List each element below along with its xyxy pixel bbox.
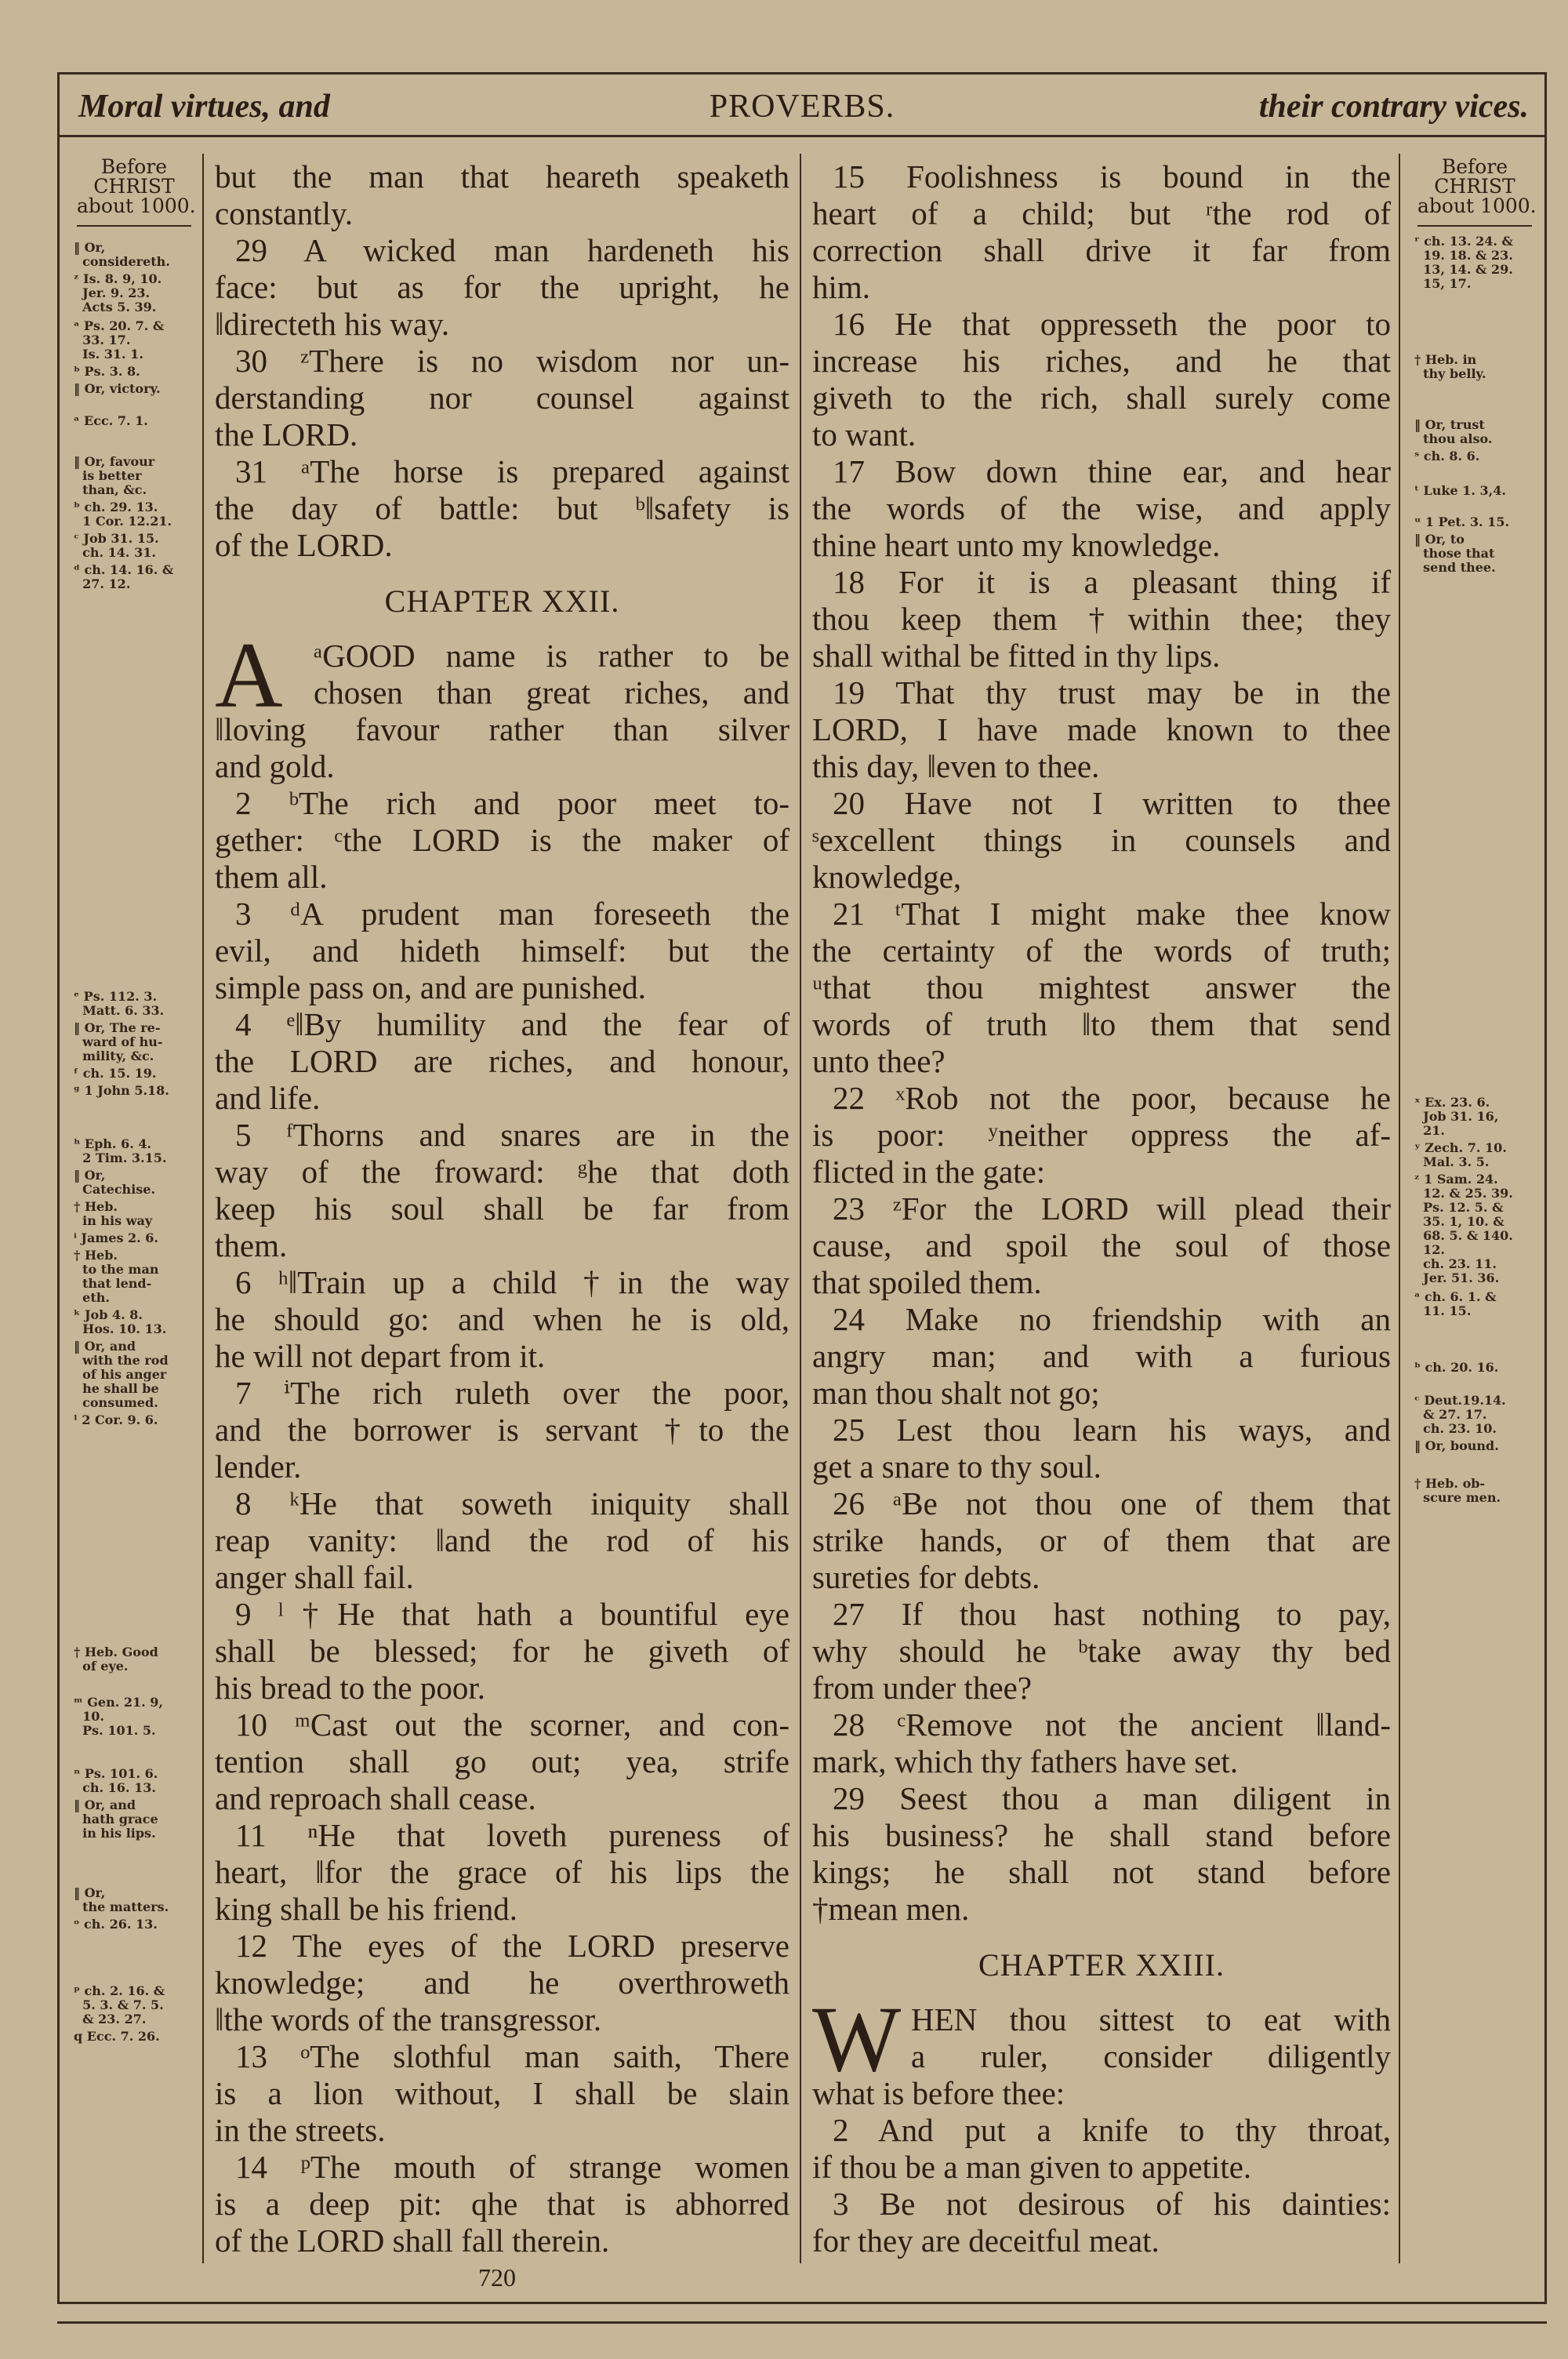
- margin-note: ᵉ Ps. 112. 3. Matt. 6. 33.: [74, 989, 165, 1018]
- text-line: the words of the wise, and apply: [812, 490, 1391, 526]
- text-line: 25 Lest thou learn his ways, and: [833, 1412, 1391, 1448]
- text-line: constantly.: [215, 195, 354, 231]
- margin-note: ‖ Or, and hath grace in his lips.: [74, 1797, 158, 1841]
- text-line: 29 Seest thou a man diligent in: [833, 1780, 1391, 1816]
- margin-note: ᶠ ch. 15. 19.: [74, 1066, 157, 1081]
- text-line: 9 ˡ†He that hath a bountiful eye: [235, 1596, 789, 1632]
- text-line: way of the froward: ᵍhe that doth: [215, 1154, 789, 1190]
- margin-note: ᵒ ch. 26. 13.: [74, 1917, 158, 1932]
- margin-note: ˣ Ex. 23. 6. Job 31. 16, 21.: [1414, 1095, 1499, 1138]
- margin-note: ᶻ Is. 8. 9, 10. Jer. 9. 23. Acts 5. 39.: [74, 271, 162, 314]
- margin-note: ᵏ Job 4. 8. Hos. 10. 13.: [74, 1307, 167, 1336]
- margin-note: ʳ ch. 13. 24. & 19. 18. & 23. 13, 14. & 29. 15, 17.: [1414, 234, 1513, 291]
- text-line: keep his soul shall be far from: [215, 1190, 789, 1227]
- margin-note: † Heb. to the man that lend- eth.: [74, 1248, 159, 1305]
- text-line: face: but as for the upright, he: [215, 269, 789, 305]
- date-header: Before CHRIST about 1000.: [77, 157, 191, 227]
- column-rule: [800, 154, 801, 2263]
- text-line: what is before thee:: [812, 2075, 1065, 2111]
- text-line: him.: [812, 269, 871, 305]
- text-line: 3 ᵈA prudent man foreseeth the: [235, 896, 789, 932]
- margin-note: ᵇ Ps. 3. 8.: [74, 364, 140, 379]
- text-line: 14 ᵖThe mouth of strange women: [235, 2149, 789, 2185]
- header-left-caption: Moral virtues, and: [78, 89, 330, 125]
- text-line: 28 ᶜRemove not the ancient ‖land-: [833, 1707, 1391, 1743]
- text-line: lender.: [215, 1448, 302, 1485]
- text-line: thine heart unto my knowledge.: [812, 527, 1221, 563]
- margin-note: † Heb. ob- scure men.: [1414, 1476, 1501, 1505]
- text-line: ᵘthat thou mightest answer the: [812, 969, 1391, 1005]
- text-line: ‖loving favour rather than silver: [215, 711, 789, 747]
- text-line: them all.: [215, 859, 328, 895]
- text-line: 30 ᶻThere is no wisdom nor un-: [235, 343, 789, 379]
- text-line: this day, ‖even to thee.: [812, 748, 1100, 784]
- text-line: 18 For it is a pleasant thing if: [833, 564, 1391, 600]
- text-line: cause, and spoil the soul of those: [812, 1227, 1391, 1263]
- margin-note: ᶜ Deut.19.14. & 27. 17. ch. 23. 10.: [1414, 1393, 1506, 1436]
- text-line: chosen than great riches, and: [314, 674, 789, 711]
- text-line: HEN thou sittest to eat with: [911, 2001, 1391, 2037]
- left-text-column: [215, 158, 789, 2276]
- margin-note: ˢ ch. 8. 6.: [1414, 449, 1480, 463]
- text-line: words of truth ‖to them that send: [812, 1006, 1391, 1042]
- margin-note: ᵃ Ps. 20. 7. & 33. 17. Is. 31. 1.: [74, 318, 165, 362]
- text-line: and gold.: [215, 748, 335, 784]
- drop-cap: W: [812, 1986, 902, 2091]
- text-line: sureties for debts.: [812, 1559, 1040, 1595]
- text-line: simple pass on, and are punished.: [215, 969, 646, 1005]
- margin-note: ᵈ ch. 14. 16. & 27. 12.: [74, 562, 174, 591]
- margin-note: ᵗ Luke 1. 3,4.: [1414, 483, 1506, 498]
- text-line: and reproach shall cease.: [215, 1780, 536, 1816]
- margin-note: ‖ Or, to those that send thee.: [1414, 532, 1496, 575]
- text-line: 31 ᵃThe horse is prepared against: [235, 453, 789, 489]
- text-line: 11 ⁿHe that loveth pureness of: [235, 1817, 789, 1853]
- margin-note: ‖ Or, favour is better than, &c.: [74, 454, 155, 497]
- right-margin-notes: [1408, 157, 1541, 2274]
- text-line: correction shall drive it far from: [812, 232, 1391, 268]
- margin-note: ᵃ Ecc. 7. 1.: [74, 413, 148, 428]
- margin-note: q Ecc. 7. 26.: [74, 2029, 160, 2044]
- text-line: kings; he shall not stand before: [812, 1854, 1391, 1890]
- text-line: 5 ᶠThorns and snares are in the: [235, 1117, 789, 1153]
- text-line: flicted in the gate:: [812, 1154, 1046, 1190]
- text-line: 24 Make no friendship with an: [833, 1301, 1391, 1337]
- text-line: 12 The eyes of the LORD preserve: [235, 1928, 789, 1964]
- text-line: a ruler, consider diligently: [911, 2038, 1391, 2074]
- text-line: and life.: [215, 1080, 321, 1116]
- margin-note: ⁱ James 2. 6.: [74, 1230, 158, 1245]
- text-line: angry man; and with a furious: [812, 1338, 1391, 1374]
- text-line: to want.: [812, 416, 916, 453]
- margin-note: ‖ Or, trust thou also.: [1414, 417, 1493, 446]
- text-line: LORD, I have made known to thee: [812, 711, 1391, 747]
- text-line: them.: [215, 1227, 288, 1263]
- margin-note: ‖ Or, Catechise.: [74, 1168, 156, 1197]
- text-line: 13 ᵒThe slothful man saith, There: [235, 2038, 789, 2074]
- text-line: in the streets.: [215, 2112, 386, 2148]
- text-line: his bread to the poor.: [215, 1670, 486, 1706]
- text-line: 19 That thy trust may be in the: [833, 674, 1391, 711]
- text-line: 8 ᵏHe that soweth iniquity shall: [235, 1485, 789, 1521]
- text-line: tention shall go out; yea, strife: [215, 1743, 789, 1779]
- text-line: is poor: ʸneither oppress the af-: [812, 1117, 1391, 1153]
- text-line: is a lion without, I shall be slain: [215, 2075, 789, 2111]
- text-line: knowledge,: [812, 859, 962, 895]
- text-line: 20 Have not I written to thee: [833, 785, 1391, 821]
- margin-note: † Heb. in thy belly.: [1414, 352, 1486, 381]
- text-line: 16 He that oppresseth the poor to: [833, 306, 1391, 342]
- text-line: from under thee?: [812, 1670, 1033, 1706]
- column-rule: [202, 154, 204, 2263]
- text-line: 21 ᵗThat I might make thee know: [833, 896, 1391, 932]
- text-line: but the man that heareth speaketh: [215, 158, 789, 194]
- text-line: heart of a child; but ʳthe rod of: [812, 195, 1391, 231]
- margin-note: ᵐ Gen. 21. 9, 10. Ps. 101. 5.: [74, 1695, 163, 1738]
- text-line: 22 ˣRob not the poor, because he: [833, 1080, 1391, 1116]
- text-line: he should go: and when he is old,: [215, 1301, 789, 1337]
- book-title: PROVERBS.: [709, 89, 895, 125]
- text-line: 10 ᵐCast out the scorner, and con-: [235, 1707, 789, 1743]
- text-line: is a deep pit: qhe that is abhorred: [215, 2186, 789, 2222]
- date-header: Before CHRIST about 1000.: [1417, 157, 1532, 227]
- margin-note: ‖ Or, bound.: [1414, 1438, 1499, 1453]
- text-line: 15 Foolishness is bound in the: [833, 158, 1391, 194]
- margin-note: ᵃ ch. 6. 1. & 11. 15.: [1414, 1289, 1497, 1318]
- column-rule: [1399, 154, 1400, 2263]
- text-line: 6 ʰ‖Train up a child †in the way: [235, 1264, 789, 1300]
- text-line: shall be blessed; for he giveth of: [215, 1633, 789, 1669]
- text-line: 26 ᵃBe not thou one of them that: [833, 1485, 1391, 1521]
- drop-cap: A: [215, 623, 283, 727]
- text-line: unto thee?: [812, 1043, 946, 1079]
- text-line: the LORD.: [215, 416, 358, 453]
- text-line: 2 And put a knife to thy throat,: [833, 2112, 1391, 2148]
- margin-note: ˡ 2 Cor. 9. 6.: [74, 1412, 158, 1427]
- margin-note: ‖ Or, victory.: [74, 381, 161, 396]
- text-line: 27 If thou hast nothing to pay,: [833, 1596, 1391, 1632]
- text-line: man thou shalt not go;: [812, 1375, 1100, 1411]
- text-line: 17 Bow down thine ear, and hear: [833, 453, 1391, 489]
- margin-note: ʰ Eph. 6. 4. 2 Tim. 3.15.: [74, 1136, 167, 1165]
- text-line: giveth to the rich, shall surely come: [812, 380, 1391, 416]
- text-line: heart, ‖for the grace of his lips the: [215, 1854, 789, 1890]
- text-line: that spoiled them.: [812, 1264, 1042, 1300]
- text-line: reap vanity: ‖and the rod of his: [215, 1522, 789, 1558]
- left-margin-notes: [67, 157, 201, 2274]
- margin-note: ⁿ Ps. 101. 6. ch. 16. 13.: [74, 1766, 158, 1795]
- text-line: 3 Be not desirous of his dainties:: [833, 2186, 1391, 2222]
- margin-note: ‖ Or, considereth.: [74, 240, 170, 269]
- text-line: the day of battle: but ᵇ‖safety is: [215, 490, 789, 526]
- margin-note: ᵖ ch. 2. 16. & 5. 3. & 7. 5. & 23. 27.: [74, 1983, 165, 2026]
- header-right-caption: their contrary vices.: [1258, 89, 1529, 125]
- bottom-rule: [57, 2321, 1547, 2324]
- chapter-heading: CHAPTER XXIII.: [978, 1946, 1225, 1983]
- text-line: knowledge; and he overthroweth: [215, 1965, 789, 2001]
- text-line: 7 ⁱThe rich ruleth over the poor,: [235, 1375, 789, 1411]
- text-line: why should he ᵇtake away thy bed: [812, 1633, 1391, 1669]
- text-line: the LORD are riches, and honour,: [215, 1043, 789, 1079]
- text-line: for they are deceitful meat.: [812, 2223, 1160, 2259]
- margin-note: ‖ Or, The re- ward of hu- mility, &c.: [74, 1020, 163, 1063]
- text-line: 4 ᵉ‖By humility and the fear of: [235, 1006, 789, 1042]
- text-line: 2 ᵇThe rich and poor meet to-: [235, 785, 789, 821]
- margin-note: † Heb. Good of eye.: [74, 1645, 158, 1674]
- text-line: his business? he shall stand before: [812, 1817, 1391, 1853]
- text-line: ᵃGOOD name is rather to be: [314, 638, 789, 674]
- margin-note: ᵇ ch. 20. 16.: [1414, 1360, 1499, 1375]
- margin-note: ʸ Zech. 7. 10. Mal. 3. 5.: [1414, 1140, 1507, 1169]
- margin-note: ᵇ ch. 29. 13. 1 Cor. 12.21.: [74, 500, 172, 529]
- text-line: and the borrower is servant †to the: [215, 1412, 789, 1448]
- text-line: increase his riches, and he that: [812, 343, 1391, 379]
- text-line: ˢexcellent things in counsels and: [812, 822, 1391, 858]
- text-line: shall withal be fitted in thy lips.: [812, 638, 1221, 674]
- text-line: 29 A wicked man hardeneth his: [235, 232, 789, 268]
- text-line: †mean men.: [812, 1891, 970, 1927]
- margin-note: ᶻ 1 Sam. 24. 12. & 25. 39. Ps. 12. 5. & 35. 1, 10. & 68. 5. & 140. 12. ch. 23. 11. Jer. 51. 36.: [1414, 1172, 1513, 1285]
- text-line: derstanding nor counsel against: [215, 380, 789, 416]
- text-line: thou keep them †within thee; they: [812, 601, 1391, 637]
- page-number: 720: [478, 2263, 516, 2292]
- text-line: gether: ᶜthe LORD is the maker of: [215, 822, 789, 858]
- text-line: king shall be his friend.: [215, 1891, 518, 1927]
- margin-note: ‖ Or, and with the rod of his anger he shall be consumed.: [74, 1339, 169, 1410]
- text-line: 23 ᶻFor the LORD will plead their: [833, 1190, 1391, 1227]
- margin-note: ‖ Or, the matters.: [74, 1885, 169, 1914]
- text-line: of the LORD shall fall therein.: [215, 2223, 610, 2259]
- text-line: ‖directeth his way.: [215, 306, 450, 342]
- margin-note: ᵘ 1 Pet. 3. 15.: [1414, 514, 1510, 529]
- text-line: he will not depart from it.: [215, 1338, 546, 1374]
- margin-note: ᶜ Job 31. 15. ch. 14. 31.: [74, 531, 159, 560]
- text-line: strike hands, or of them that are: [812, 1522, 1391, 1558]
- margin-note: † Heb. in his way: [74, 1199, 153, 1228]
- text-line: ‖the words of the transgressor.: [215, 2001, 602, 2037]
- text-line: evil, and hideth himself: but the: [215, 932, 789, 969]
- text-line: mark, which thy fathers have set.: [812, 1743, 1239, 1779]
- right-text-column: [812, 158, 1391, 2276]
- text-line: the certainty of the words of truth;: [812, 932, 1391, 969]
- margin-note: ᵍ 1 John 5.18.: [74, 1083, 169, 1098]
- text-line: get a snare to thy soul.: [812, 1448, 1102, 1485]
- running-header: [60, 78, 1544, 137]
- text-line: anger shall fail.: [215, 1559, 414, 1595]
- text-line: of the LORD.: [215, 527, 393, 563]
- chapter-heading: CHAPTER XXII.: [384, 583, 620, 619]
- text-line: if thou be a man given to appetite.: [812, 2149, 1252, 2185]
